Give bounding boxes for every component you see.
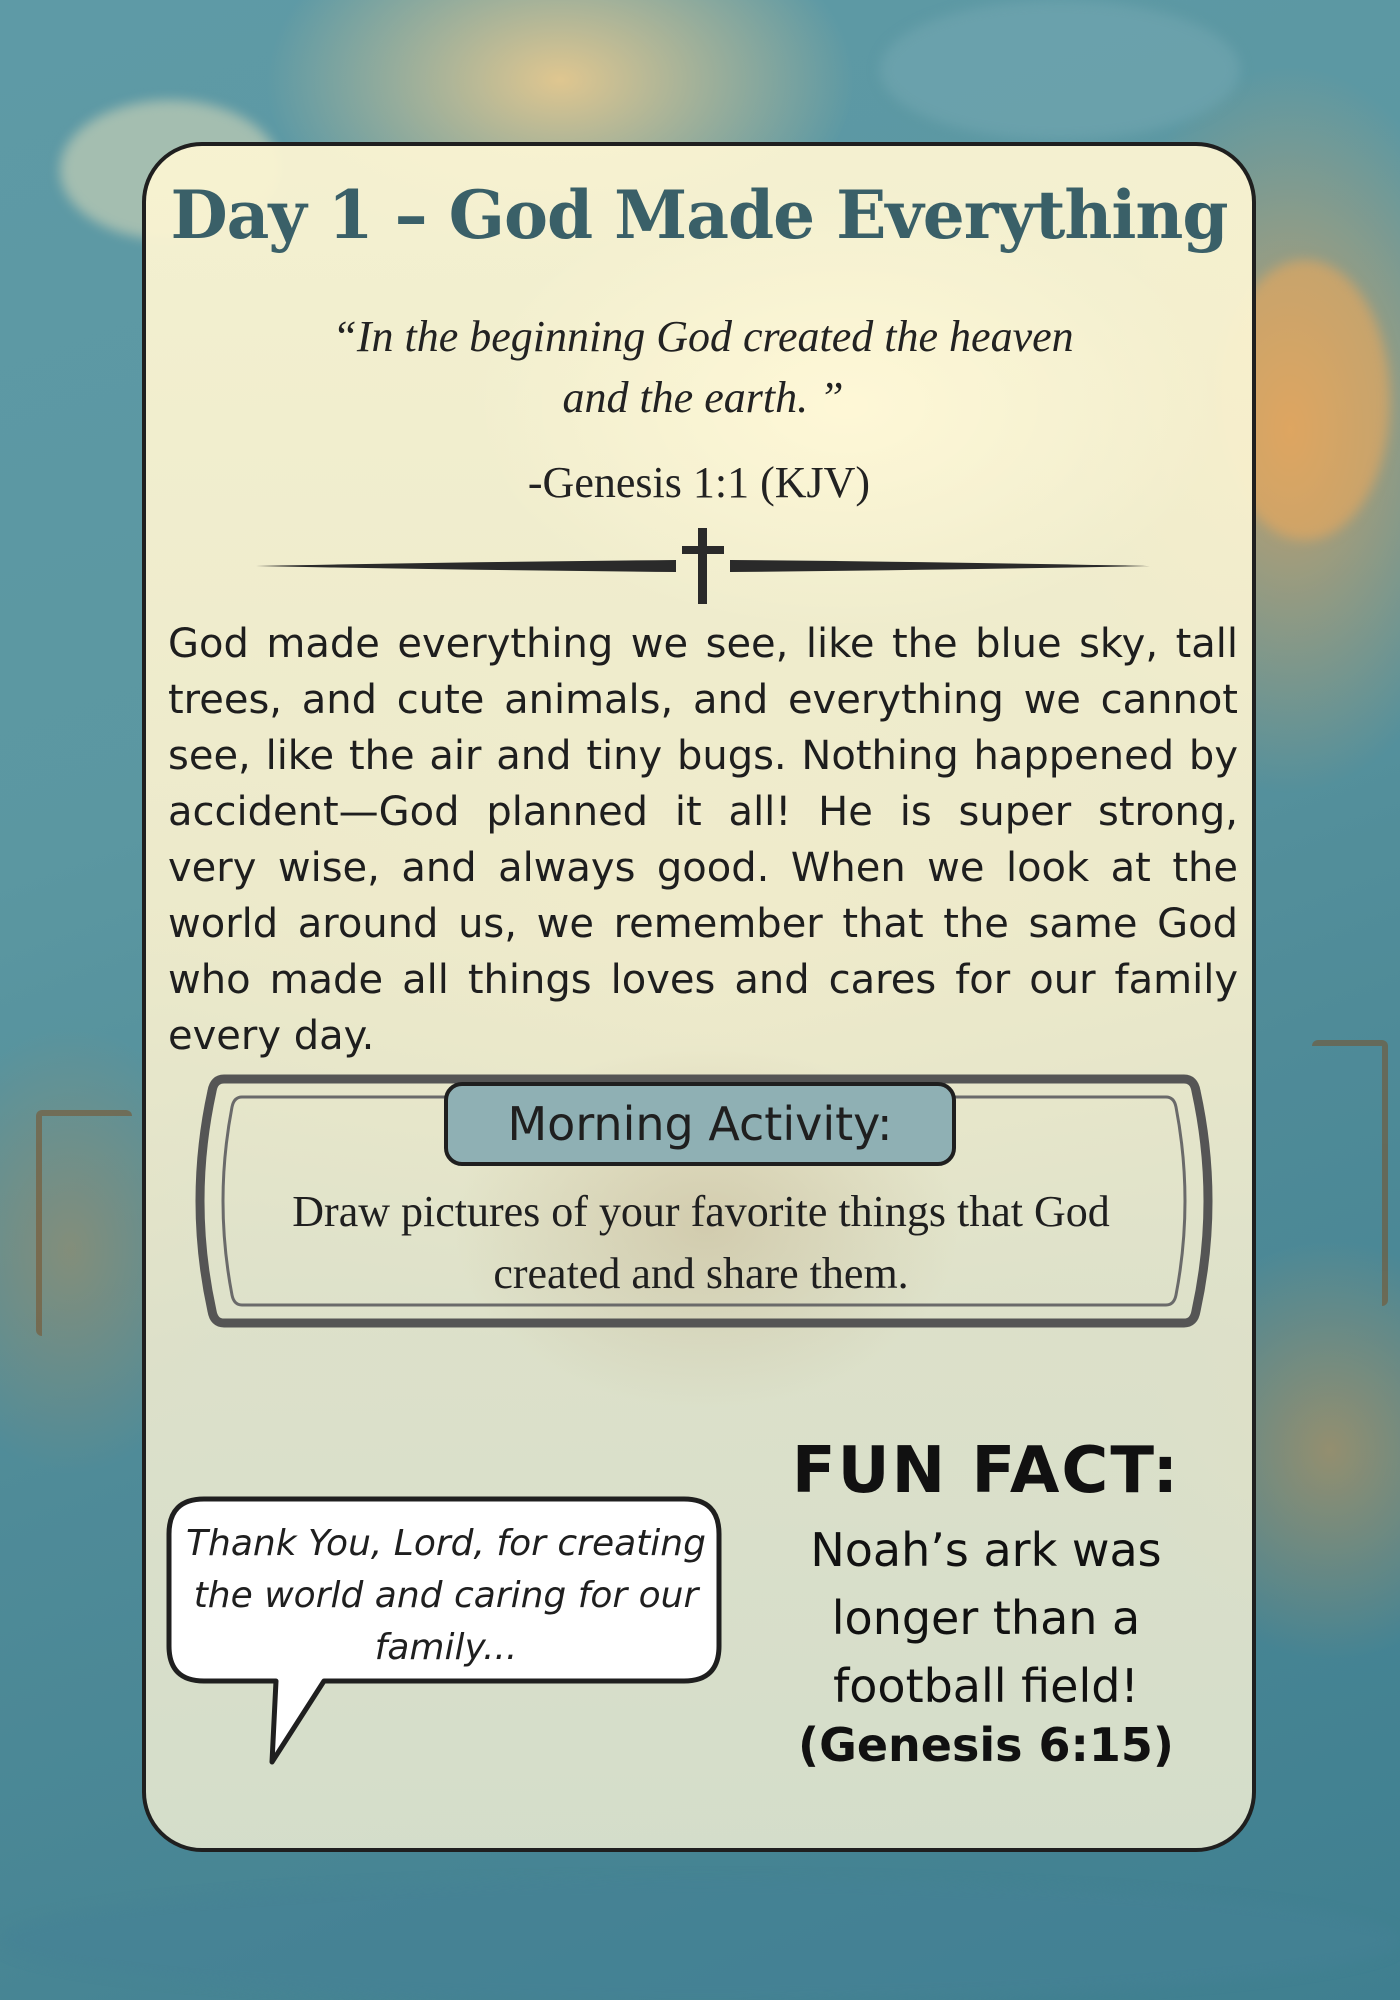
divider-line-right — [730, 560, 1150, 572]
cross-divider — [256, 526, 1150, 606]
devotional-card — [142, 142, 1256, 1852]
divider-line-left — [256, 560, 676, 572]
background-stroke — [0, 1880, 1400, 2000]
activity-text: Draw pictures of your favorite things that God created and share them. — [292, 1187, 1110, 1298]
background-stroke — [880, 0, 1240, 140]
devotional-text: God made everything we see, like the blue sky, tall trees, and cute animals, and everything we cannot see, like the air and tiny bugs. Nothing happened by accident—God planned it all! He is super strong, very wise, and always good. When we look at the world around us, we remember that the same God who made all things loves and cares for our family every day. — [168, 621, 1238, 1059]
prayer-text: Thank You, Lord, for creating the world and caring for our family... — [186, 1523, 706, 1668]
cross-icon — [682, 528, 724, 604]
fun-fact-heading: FUN FACT: — [791, 1434, 1181, 1508]
page-title: Day 1 – God Made Everything — [170, 176, 1228, 254]
chair-right — [1312, 1040, 1388, 1306]
fun-fact-reference: (Genesis 6:15) — [798, 1718, 1174, 1772]
activity-label: Morning Activity: — [444, 1082, 956, 1166]
scripture-reference: -Genesis 1:1 (KJV) — [527, 458, 871, 507]
fun-fact-text: Noah’s ark was longer than a football field! — [810, 1523, 1162, 1713]
scripture-verse: “In the beginning God created the heaven and the earth. ” — [332, 312, 1074, 422]
chair-left — [36, 1110, 132, 1336]
